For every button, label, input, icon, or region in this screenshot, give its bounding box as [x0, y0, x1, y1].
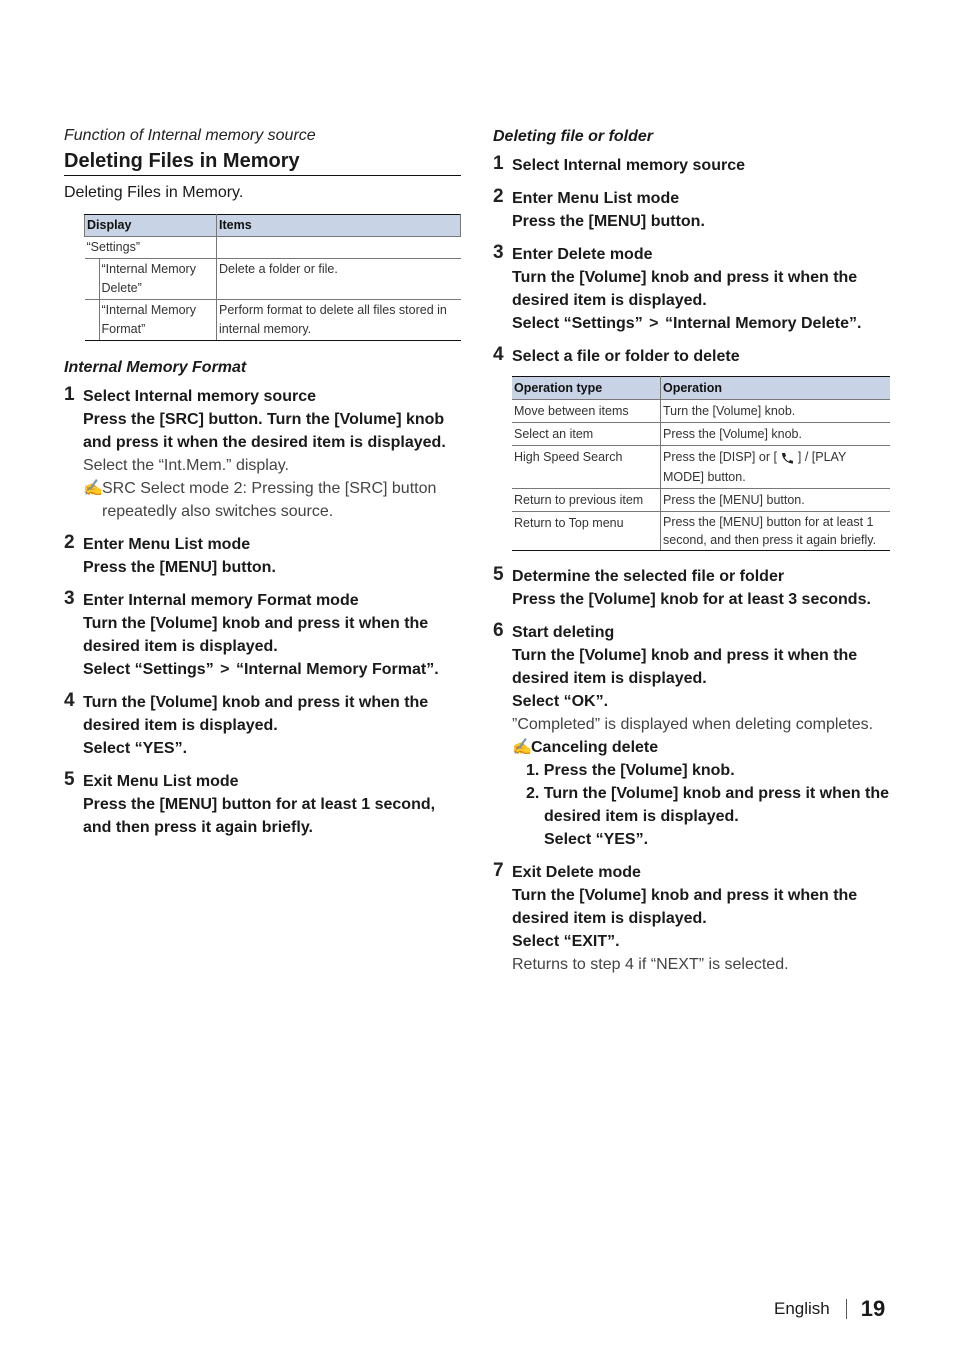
- step-text: Returns to step 4 if “NEXT” is selected.: [512, 956, 789, 973]
- format-heading: Internal Memory Format: [64, 359, 247, 376]
- right-column: [493, 126, 890, 976]
- step-title: Enter Delete mode: [512, 246, 653, 263]
- step-body: Press the [Volume] knob for at least 3 seconds.: [512, 591, 871, 608]
- table-header-items: Items: [217, 215, 461, 237]
- step-title: Enter Menu List mode: [83, 536, 251, 553]
- step-7: [493, 861, 890, 976]
- table-cell-op: Press the [MENU] button for at least 1 second, and then press it again briefly.: [661, 512, 891, 551]
- table-cell-op: Press the [MENU] button.: [661, 489, 891, 512]
- table-cell-type: Select an item: [512, 423, 661, 446]
- step-select: Select “OK”.: [512, 693, 609, 710]
- op-text-b: ] / [PLAY MODE] button.: [663, 450, 847, 484]
- footer-divider: [846, 1299, 847, 1319]
- table-row: [85, 259, 461, 300]
- table-cell-empty: [217, 237, 461, 259]
- table-cell-display: [85, 259, 217, 300]
- step-1: [64, 385, 461, 523]
- step-select: [512, 312, 890, 335]
- page-title: Deleting Files in Memory: [64, 148, 461, 176]
- step-title: Select a file or folder to delete: [512, 348, 740, 365]
- cancel-list: [512, 759, 890, 851]
- chevron-right-icon: >: [649, 315, 659, 332]
- table-indent: [85, 300, 99, 340]
- step-title: Determine the selected file or folder: [512, 568, 785, 585]
- step-title: Enter Internal memory Format mode: [83, 592, 359, 609]
- select-part-a: Select “Settings”: [512, 315, 643, 332]
- settings-table: [84, 214, 461, 341]
- step-title: Select Internal memory source: [83, 388, 316, 405]
- step-number: 1: [64, 384, 75, 405]
- step-number: 4: [493, 344, 504, 365]
- operations-table: [512, 376, 890, 551]
- step-select: Select “EXIT”.: [512, 933, 620, 950]
- table-cell-op: Turn the [Volume] knob.: [661, 400, 891, 423]
- step-number: 2: [493, 186, 504, 207]
- table-display-value: “Internal Memory Delete”: [99, 259, 217, 299]
- footer-language: English: [774, 1299, 830, 1318]
- step-number: 5: [493, 564, 504, 585]
- step-text: Select the “Int.Mem.” display.: [83, 457, 289, 474]
- step-number: 3: [64, 588, 75, 609]
- table-header-operation: Operation: [661, 377, 891, 400]
- section-subhead: Function of Internal memory source: [64, 127, 316, 144]
- step-title: Select Internal memory source: [512, 157, 745, 174]
- table-row: [512, 446, 890, 489]
- step-number: 1: [493, 153, 504, 174]
- step-number: 7: [493, 860, 504, 881]
- step-6: [493, 621, 890, 851]
- list-item: [526, 759, 890, 782]
- note-pencil-icon: ✍: [83, 480, 103, 497]
- step-2: [64, 533, 461, 579]
- table-row: [512, 423, 890, 446]
- step-body: Press the [MENU] button for at least 1 second, and then press it again briefly.: [83, 796, 436, 836]
- table-row: [512, 400, 890, 423]
- list-item: [526, 782, 890, 828]
- table-cell-type: High Speed Search: [512, 446, 661, 489]
- table-row: [85, 300, 461, 341]
- step-text: ”Completed” is displayed when deleting completes.: [512, 716, 874, 733]
- phone-icon: [780, 452, 794, 464]
- page-footer: [774, 1296, 885, 1322]
- step-body: Turn the [Volume] knob and press it when the desired item is displayed.: [512, 647, 858, 687]
- step-number: 4: [64, 690, 75, 711]
- intro-text: Deleting Files in Memory.: [64, 184, 244, 201]
- step-body: Turn the [Volume] knob and press it when the desired item is displayed.: [512, 887, 858, 927]
- step-3: [64, 589, 461, 681]
- table-header-operation-type: Operation type: [512, 377, 661, 400]
- step-number: 2: [64, 532, 75, 553]
- step-title: Enter Menu List mode: [512, 190, 680, 207]
- list-text: Press the [Volume] knob.: [543, 762, 735, 779]
- table-items-value: Delete a folder or file.: [217, 259, 461, 300]
- page-number: 19: [860, 1296, 886, 1321]
- note-pencil-icon: ✍: [512, 739, 532, 756]
- table-row: [512, 489, 890, 512]
- step-2: [493, 187, 890, 233]
- table-cell-display: [85, 300, 217, 341]
- step-5: [493, 565, 890, 611]
- step-3: [493, 243, 890, 335]
- table-cell-op: [661, 446, 891, 489]
- step-title: Exit Delete mode: [512, 864, 641, 881]
- table-cell-type: Move between items: [512, 400, 661, 423]
- step-body: Press the [MENU] button.: [83, 559, 276, 576]
- table-indent: [85, 259, 99, 299]
- select-part-a: Select “Settings”: [83, 661, 214, 678]
- step-4: [64, 691, 461, 760]
- list-item-extra: Select “YES”.: [544, 831, 649, 848]
- chevron-right-icon: >: [220, 661, 230, 678]
- table-header-display: Display: [85, 215, 217, 237]
- step-title: Turn the [Volume] knob and press it when the desired item is displayed.: [83, 694, 429, 734]
- table-cell-op: Press the [Volume] knob.: [661, 423, 891, 446]
- step-1: [493, 154, 890, 177]
- list-text: Turn the [Volume] knob and press it when the desired item is displayed.: [543, 785, 889, 825]
- step-title: Start deleting: [512, 624, 615, 641]
- step-body: Turn the [Volume] knob and press it when the desired item is displayed.: [83, 615, 429, 655]
- op-text-a: Press the [DISP] or [: [663, 450, 777, 464]
- left-column: [64, 126, 461, 839]
- list-number: 1.: [526, 762, 540, 779]
- step-number: 6: [493, 620, 504, 641]
- list-number: 2.: [526, 785, 540, 802]
- select-part-b: “Internal Memory Format”.: [235, 661, 439, 678]
- table-items-value: Perform format to delete all files stored in internal memory.: [217, 300, 461, 341]
- step-body: Press the [SRC] button. Turn the [Volume] knob and press it when the desired item is displayed.: [83, 411, 446, 451]
- table-cell-type: Return to previous item: [512, 489, 661, 512]
- step-body: Press the [MENU] button.: [512, 213, 705, 230]
- note-title-text: Canceling delete: [531, 739, 659, 756]
- table-display-value: “Internal Memory Format”: [99, 300, 217, 340]
- select-part-b: “Internal Memory Delete”.: [664, 315, 862, 332]
- step-title: Exit Menu List mode: [83, 773, 239, 790]
- step-body: Select “YES”.: [83, 740, 188, 757]
- table-cell-type: Return to Top menu: [512, 512, 661, 551]
- step-4: [493, 345, 890, 368]
- table-group-label: “Settings”: [85, 237, 217, 259]
- step-select: [83, 658, 461, 681]
- step-number: 5: [64, 769, 75, 790]
- note-text: SRC Select mode 2: Pressing the [SRC] button repeatedly also switches source.: [102, 480, 437, 520]
- step-number: 3: [493, 242, 504, 263]
- step-5: [64, 770, 461, 839]
- step-body: Turn the [Volume] knob and press it when the desired item is displayed.: [512, 269, 858, 309]
- note-title: [512, 736, 890, 759]
- table-row: [512, 512, 890, 551]
- delete-heading: Deleting file or folder: [493, 128, 654, 145]
- step-note: [83, 477, 461, 523]
